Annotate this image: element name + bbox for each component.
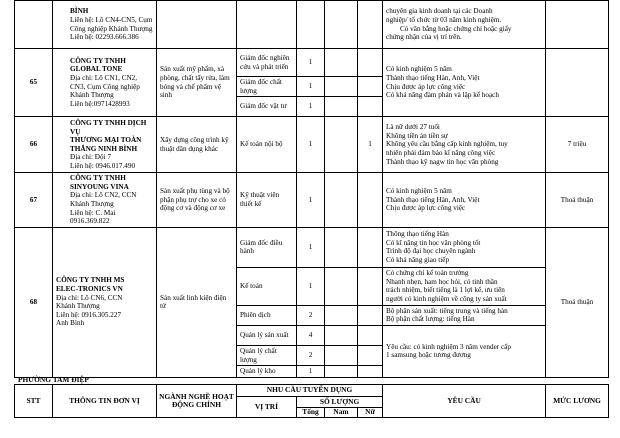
company-info-cell (53, 1, 157, 49)
total-cell: 4 (297, 325, 325, 345)
male-cell (325, 305, 358, 325)
company-info-cell (53, 173, 157, 228)
total-cell: 2 (297, 305, 325, 325)
requirement-line: Là nữ dưới 27 tuổi (386, 123, 440, 132)
header-stt: STT (15, 385, 53, 418)
company-name: ELEC-TRONICS VN (56, 285, 123, 294)
company-detail: Anh Bình (56, 319, 85, 328)
requirements-cell (383, 173, 546, 228)
company-detail: Khánh Thượng (70, 199, 114, 208)
header-quantity: SỐ LƯỢNG (297, 397, 383, 408)
total-cell (297, 1, 325, 49)
female-cell: 1 (358, 117, 383, 173)
company-detail: Công nghiệp Khánh Thượng (70, 24, 153, 33)
requirement-line: chuyên gia kinh doanh tại các Doanh (386, 7, 493, 16)
header-unit-info: THÔNG TIN ĐƠN VỊ (53, 385, 157, 418)
company-detail: Địa chỉ: Lô CN6, CCN (56, 293, 123, 302)
header-total: Tổng (297, 408, 325, 418)
total-cell: 1 (297, 49, 325, 77)
company-name: BÌNH (70, 7, 89, 16)
male-cell (325, 1, 358, 49)
requirement-line: Không yêu cầu bằng cấp kinh nghiệm, tuy (386, 140, 508, 149)
table-row (15, 173, 609, 228)
stt-cell: 66 (15, 117, 53, 173)
header-salary: MỨC LƯƠNG (546, 385, 609, 418)
total-cell: 1 (297, 97, 325, 117)
table-header (14, 384, 609, 418)
table-row (15, 49, 609, 77)
salary-cell (546, 49, 609, 117)
requirement-line: Có khả năng đàm phán và lập kế hoạch (386, 91, 499, 100)
company-detail: CN3, Cụm Công nghiệp (70, 82, 140, 91)
requirement-line: 1 samsung hoặc tương đương (386, 351, 471, 360)
male-cell (325, 49, 358, 77)
requirement-line: Trình độ đại học chuyên ngành (386, 247, 476, 256)
requirement-line: Yêu cầu: có kinh nghiệm 3 năm vender cấp (386, 342, 511, 351)
position-cell: Kỹ thuật viên thiết kế (237, 173, 297, 228)
female-cell (358, 1, 383, 49)
male-cell (325, 117, 358, 173)
company-detail: Địa chỉ: Đội 7 (70, 153, 111, 162)
position-cell: Kế toán nội bộ (237, 117, 297, 173)
company-name: THƯƠNG MẠI TOÀN (70, 136, 142, 145)
male-cell (325, 267, 358, 305)
male-cell (325, 366, 358, 378)
requirement-line: Thành thạo kỹ nagw tin học văn phòng (386, 157, 499, 166)
requirements-cell (383, 117, 546, 173)
company-name: THẮNG NINH BÌNH (70, 144, 138, 153)
total-cell: 1 (297, 173, 325, 228)
requirement-line: Có kinh nghiệm 5 năm (386, 187, 452, 196)
total-cell: 1 (297, 267, 325, 305)
company-name: VỤ (70, 127, 81, 136)
requirements-cell (383, 267, 546, 305)
company-detail: Khánh Thượng (56, 302, 100, 311)
requirement-line: nghiệp/ tổ chức từ 03 năm kinh nghiệm. (386, 15, 502, 24)
company-detail: Liên hệ: Lô CN4-CN5, Cụm (70, 15, 153, 24)
requirement-line: Bộ phận sản xuất: tiếng trung và tiếng hàn (386, 306, 508, 315)
company-info-cell (53, 227, 157, 377)
company-detail: Liên hệ:0971428993 (70, 99, 130, 108)
salary-cell (546, 1, 609, 49)
requirement-line: Thành thạo tiếng Hàn, Anh, Việt (386, 195, 480, 204)
position-cell: Giám đốc nghiên cứu và phát triển (237, 49, 297, 77)
salary-cell: 7 triệu (546, 117, 609, 173)
total-cell: 1 (297, 117, 325, 173)
recruitment-table (14, 0, 609, 378)
company-detail: Liên hệ: 0916.305.227 (56, 310, 122, 319)
company-name: CÔNG TY TNHH DỊCH (70, 118, 147, 127)
company-name: CÔNG TY TNHH (70, 56, 126, 65)
header-female: Nữ (358, 408, 383, 418)
company-detail: Khánh Thượng (70, 91, 114, 100)
company-name: GLOBAL TONE (70, 65, 123, 74)
company-info-cell (53, 117, 157, 173)
male-cell (325, 227, 358, 267)
requirement-line: người có kinh nghiệm về công ty sản xuất (386, 294, 507, 303)
salary-cell: Thoả thuận (546, 173, 609, 228)
female-cell (358, 173, 383, 228)
total-cell: 1 (297, 227, 325, 267)
requirement-line: Có chứng chỉ kế toán trưởng (386, 269, 469, 278)
industry-cell: Sản xuất mỹ phẩm, xà phòng, chất tẩy rửa, làm bóng và chế phẩm vệ sinh (157, 49, 237, 117)
company-name: CÔNG TY TNHH MS (56, 276, 125, 285)
industry-cell: Xây dựng công trình kỹ thuật dân dụng khác (157, 117, 237, 173)
position-cell: Giám đốc vật tư (237, 97, 297, 117)
company-name: SINYOUNG VINA (70, 182, 129, 191)
company-detail: Liên hệ: 0946.017.490 (70, 161, 136, 170)
industry-cell: Sản xuất linh kiện điện tử (157, 227, 237, 377)
position-cell: Giám đốc chất lượng (237, 77, 297, 97)
industry-cell (157, 1, 237, 49)
table-row (15, 227, 609, 267)
female-cell (358, 49, 383, 77)
female-cell (358, 97, 383, 117)
requirements-cell (383, 325, 546, 377)
requirement-line: nhiên phải đảm bảo kĩ năng công việc (386, 148, 496, 157)
male-cell (325, 173, 358, 228)
position-cell: Phiên dịch (237, 305, 297, 325)
position-cell: Quản lý sản xuất (237, 325, 297, 345)
stt-cell: 67 (15, 173, 53, 228)
requirement-line: Bộ phận chất lượng: tiếng Hàn (386, 315, 475, 324)
male-cell (325, 325, 358, 345)
stt-cell (15, 1, 53, 49)
total-cell: 1 (297, 366, 325, 378)
requirement-line: chứng nhận của vị trí trên. (386, 33, 462, 42)
company-info-cell (53, 49, 157, 117)
requirement-line: Nhanh nhẹn, ham học hỏi, có tinh thần (386, 277, 498, 286)
female-cell (358, 345, 383, 365)
total-cell: 1 (297, 77, 325, 97)
company-detail: 0916.369.822 (70, 217, 110, 226)
header-position: VỊ TRÍ (237, 397, 297, 418)
position-cell: Quản lý chất lượng (237, 345, 297, 365)
male-cell (325, 345, 358, 365)
requirements-cell (383, 305, 546, 325)
company-detail: Liên hệ: C. Mai (70, 208, 116, 217)
female-cell (358, 305, 383, 325)
requirements-cell (383, 227, 546, 267)
requirement-line: Có văn bằng hoặc chứng chỉ hoặc giấy (400, 24, 512, 33)
industry-cell: Sản xuất phụ tùng và bộ phận phụ trợ cho xe có động cơ và động cơ xe (157, 173, 237, 228)
requirement-line: trách nhiệm, biết tiếng là 1 lợi kế, ưu tiên (386, 286, 505, 295)
position-cell: Giám đốc điều hành (237, 227, 297, 267)
company-detail: Liên hệ: 02293.666.386 (70, 33, 139, 42)
stt-cell: 65 (15, 49, 53, 117)
position-cell (237, 1, 297, 49)
header-industry: NGÀNH NGHỀ HOẠT ĐỘNG CHÍNH (157, 385, 237, 418)
requirement-line: Thành thạo tiếng Hàn, Anh, Việt (386, 74, 480, 82)
header-demand: NHU CẦU TUYỂN DỤNG (237, 385, 383, 397)
company-detail: Địa chỉ: Lô CN2, CCN (70, 191, 137, 200)
table-row (15, 1, 609, 49)
stt-cell: 68 (15, 227, 53, 377)
female-cell (358, 366, 383, 378)
requirements-cell (383, 1, 546, 49)
female-cell (358, 267, 383, 305)
requirement-line: Có kĩ năng tin học văn phòng tốt (386, 238, 481, 247)
female-cell (358, 227, 383, 267)
requirement-line: Có kinh nghiệm 5 năm (386, 65, 452, 74)
requirement-line: Chịu được áp lực công việc (386, 204, 466, 213)
section-title: PHƯỜNG TAM ĐIỆP (18, 375, 89, 384)
requirement-line: Thông thạo tiếng Hàn (386, 230, 449, 239)
male-cell (325, 77, 358, 97)
position-cell: Quản lý kho (237, 366, 297, 378)
header-requirements: YÊU CẦU (383, 385, 546, 418)
salary-cell: Thoả thuận (546, 227, 609, 377)
requirement-line: Không tiền án tiền sự (386, 131, 448, 140)
requirement-line: Có khả năng giao tiếp (386, 255, 450, 264)
position-cell: Kế toán (237, 267, 297, 305)
male-cell (325, 97, 358, 117)
table-row (15, 117, 609, 173)
company-name: CÔNG TY TNHH (70, 174, 126, 183)
female-cell (358, 325, 383, 345)
requirement-line: Chịu được áp lực công việc (386, 82, 466, 91)
header-male: Nam (325, 408, 358, 418)
total-cell: 2 (297, 345, 325, 365)
company-detail: Địa chỉ: Lô CN1, CN2, (70, 74, 138, 82)
female-cell (358, 77, 383, 97)
requirements-cell (383, 49, 546, 117)
